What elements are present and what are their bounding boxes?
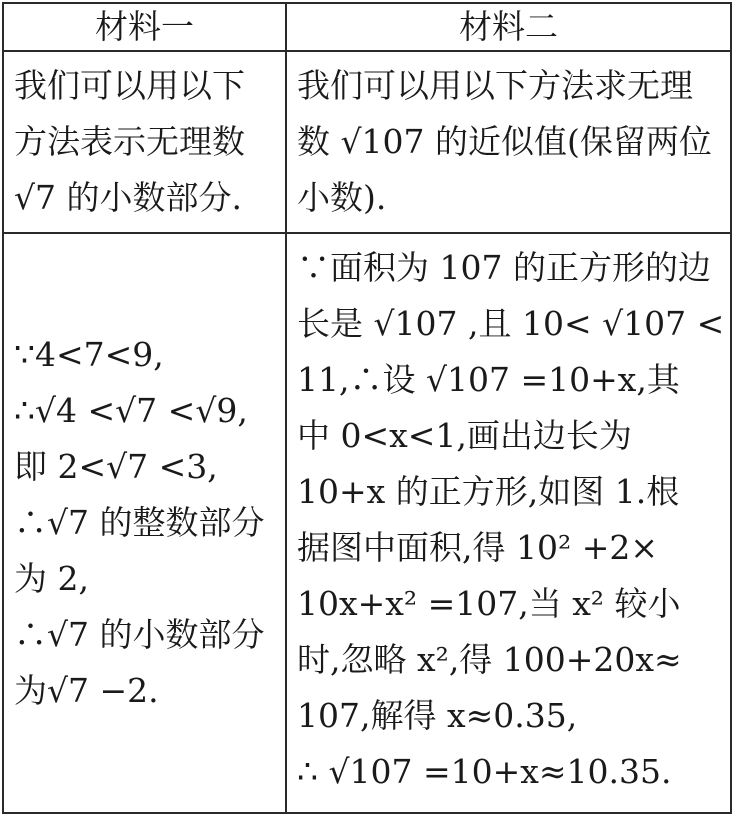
work-left-line: 为√7 −2. xyxy=(14,671,159,710)
work-right-line: 10+x 的正方形,如图 1.根 xyxy=(297,472,680,511)
work-row xyxy=(3,233,731,813)
work-right-cell xyxy=(286,233,731,813)
header-material-two: 材料二 xyxy=(286,3,731,51)
work-right-line: ∴ √107 =10+x≈10.35. xyxy=(297,752,672,791)
work-right-line: 11,∴设 √107 =10+x,其 xyxy=(297,360,680,399)
intro-right-line: 小数). xyxy=(297,178,387,217)
work-right-line: 据图中面积,得 10² +2× xyxy=(297,528,658,567)
intro-right-line: 我们可以用以下方法求无理 xyxy=(297,66,693,105)
work-right-line: 时,忽略 x²,得 100+20x≈ xyxy=(297,640,682,679)
work-left-line: ∵4<7<9, xyxy=(14,335,164,374)
header-row xyxy=(3,3,731,51)
work-right-line: 中 0<x<1,画出边长为 xyxy=(297,416,632,455)
intro-left-line: 我们可以用以下 xyxy=(14,66,245,105)
work-left-line: 为 2, xyxy=(14,559,89,598)
work-left-cell xyxy=(3,233,286,813)
work-right-line: 107,解得 x≈0.35, xyxy=(297,696,578,735)
material-table xyxy=(2,2,732,814)
intro-left-line: 方法表示无理数 xyxy=(14,122,245,161)
work-right-line: ∵面积为 107 的正方形的边 xyxy=(297,248,711,287)
intro-left-cell xyxy=(3,51,286,233)
work-right-line: 10x+x² =107,当 x² 较小 xyxy=(297,584,681,623)
work-left-line: ∴√4 <√7 <√9, xyxy=(14,391,248,430)
header-material-one: 材料一 xyxy=(3,3,286,51)
intro-right-line: 数 √107 的近似值(保留两位 xyxy=(297,122,712,161)
intro-right-cell xyxy=(286,51,731,233)
work-left-line: 即 2<√7 <3, xyxy=(14,447,218,486)
work-left-line: ∴√7 的整数部分 xyxy=(14,503,265,542)
intro-row xyxy=(3,51,731,233)
work-right-line: 长是 √107 ,且 10< √107 < xyxy=(297,304,725,343)
intro-left-line: √7 的小数部分. xyxy=(14,178,243,217)
work-left-line: ∴√7 的小数部分 xyxy=(14,615,265,654)
